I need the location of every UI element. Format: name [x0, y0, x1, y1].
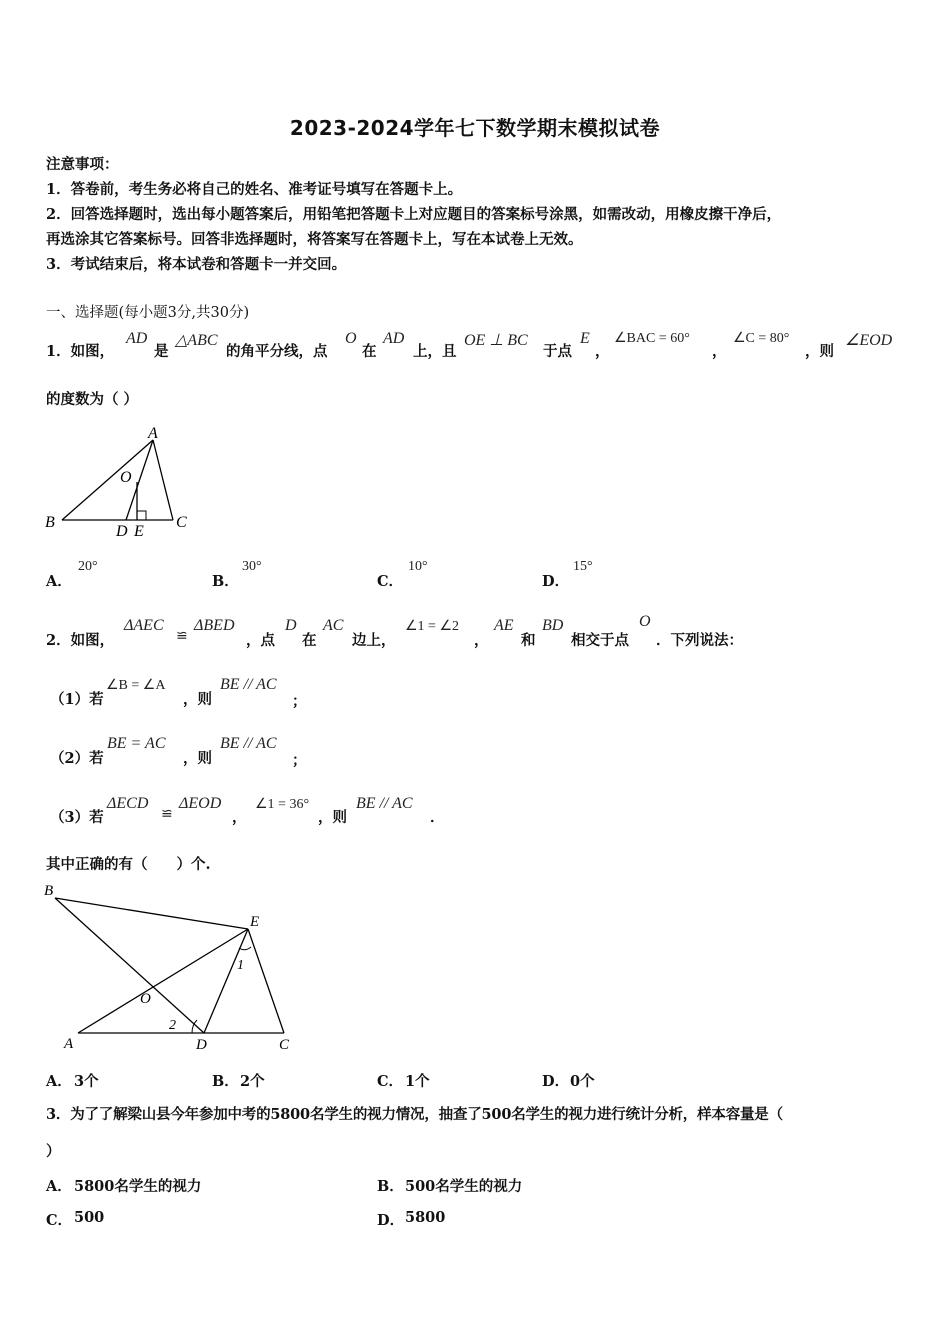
q1-right-angle-mark — [137, 511, 146, 520]
q1-line2: 的度数为（ ） — [46, 391, 139, 408]
q1-math: O — [345, 330, 357, 347]
q1-text: 是 — [154, 343, 169, 360]
q1-math: OE ⊥ BC — [464, 332, 528, 349]
q2-s3-text: ． — [430, 809, 445, 826]
q1-option-a-label: A． — [46, 573, 72, 590]
q1-label-c: C — [176, 514, 187, 531]
q1-math: AD — [126, 330, 148, 347]
notes-heading: 注意事项： — [46, 156, 119, 173]
q3-option-c-label: C． — [46, 1212, 73, 1229]
q2-math: AE — [494, 617, 514, 634]
q2-label-a: A — [64, 1036, 74, 1052]
q1-label-b: B — [45, 514, 55, 531]
q1-math: AD — [383, 330, 405, 347]
q3-option-b-value: 500名学生的视力 — [405, 1178, 523, 1195]
q2-text: 2．如图， — [46, 632, 115, 649]
q1-text: 1．如图， — [46, 343, 115, 360]
q2-label-e: E — [250, 914, 260, 930]
q2-math: ∠1 = ∠2 — [405, 619, 459, 634]
note-3: 3．考试结束后，将本试卷和答题卡一并交回。 — [46, 256, 347, 273]
q2-s1-text: ； — [292, 693, 307, 710]
q2-text: 在 — [302, 632, 317, 649]
q1-figure — [40, 420, 200, 545]
q2-s3-math: BE // AC — [356, 795, 413, 812]
q2-option-b-label: B． — [212, 1073, 239, 1090]
q2-s3-math: ∠1 = 36° — [255, 797, 310, 812]
q2-s1-text: （1）若 — [50, 691, 104, 708]
q2-math: ≌ — [176, 629, 188, 644]
q2-text: ， — [474, 632, 489, 649]
q3-option-c-value: 500 — [74, 1209, 105, 1226]
q1-text: ， — [712, 343, 727, 360]
q1-side-ac — [153, 440, 173, 520]
q1-text: 于点 — [543, 343, 572, 360]
note-2b: 再选涂其它答案标号。回答非选择题时，将答案写在答题卡上，写在本试卷上无效。 — [46, 231, 583, 248]
q3-line2: ） — [46, 1143, 61, 1160]
q3-option-d-value: 5800 — [405, 1209, 446, 1226]
q3-option-a-value: 5800名学生的视力 — [74, 1178, 202, 1195]
q2-option-a-label: A． — [46, 1073, 72, 1090]
q2-s3-text: ， — [232, 809, 247, 826]
q1-math: E — [580, 330, 590, 347]
q2-label-d: D — [196, 1037, 207, 1053]
q2-math: O — [639, 613, 651, 630]
q2-figure — [40, 875, 310, 1060]
q2-math: D — [285, 617, 297, 634]
q2-s2-math: BE = AC — [107, 735, 166, 752]
q2-s1-text: ，则 — [183, 691, 212, 708]
q2-s3-math: ΔECD — [107, 795, 149, 812]
q2-s2-text: ； — [292, 752, 307, 769]
q2-text: ．下列说法： — [656, 632, 743, 649]
q2-option-c-value: 1个 — [405, 1073, 430, 1090]
q1-text: 上，且 — [413, 343, 457, 360]
q1-option-b-label: B． — [212, 573, 239, 590]
q1-label-d: D — [116, 523, 128, 540]
q1-option-d-value: 15° — [573, 559, 593, 574]
q2-text: 和 — [521, 632, 536, 649]
q1-option-d-label: D． — [542, 573, 570, 590]
q1-text: ， — [595, 343, 610, 360]
q2-text: 相交于点 — [571, 632, 629, 649]
q2-option-a-value: 3个 — [74, 1073, 99, 1090]
q1-label-a: A — [148, 425, 158, 442]
q1-math: ∠EOD — [845, 332, 893, 349]
q3-option-d-label: D． — [377, 1212, 405, 1229]
q2-label-b: B — [44, 883, 54, 899]
q2-s1-math: ∠B = ∠A — [106, 678, 166, 693]
q2-math: AC — [323, 617, 344, 634]
q2-s3-math: ≌ — [161, 807, 173, 822]
q3-line1: 3．为了了解梁山县今年参加中考的5800名学生的视力情况，抽查了500名学生的视力进行统计分析，样本容量是（ — [46, 1106, 783, 1123]
q1-option-c-value: 10° — [408, 559, 428, 574]
q2-option-b-value: 2个 — [240, 1073, 265, 1090]
q2-ask: 其中正确的有（ ）个. — [46, 856, 211, 873]
q2-label-c: C — [279, 1037, 290, 1053]
section-heading: 一、选择题(每小题3分,共30分) — [46, 305, 250, 321]
q1-math: ∠C = 80° — [733, 331, 790, 346]
q1-option-c-label: C． — [377, 573, 404, 590]
q2-s2-math: BE // AC — [220, 735, 277, 752]
q2-segment-ec — [248, 929, 284, 1033]
q2-math: ΔAEC — [124, 617, 164, 634]
q3-option-b-label: B． — [377, 1178, 404, 1195]
q2-segment-ae — [78, 929, 248, 1033]
q2-label-angle-2: 2 — [169, 1018, 176, 1033]
q1-option-b-value: 30° — [242, 559, 262, 574]
q2-label-angle-1: 1 — [237, 958, 244, 973]
q2-s2-text: ，则 — [183, 750, 212, 767]
note-2a: 2．回答选择题时，选出每小题答案后，用铅笔把答题卡上对应题目的答案标号涂黑，如需改动，用橡皮擦干净后， — [46, 206, 782, 223]
q2-label-o: O — [140, 991, 151, 1007]
q2-s3-text: （3）若 — [50, 809, 104, 826]
q1-label-o: O — [120, 469, 132, 486]
q1-option-a-value: 20° — [78, 559, 98, 574]
q2-math: BD — [542, 617, 564, 634]
q1-text: 在 — [362, 343, 377, 360]
q2-segment-de — [204, 929, 248, 1033]
q1-math: △ABC — [175, 332, 218, 349]
q2-s3-math: ΔEOD — [179, 795, 222, 812]
note-1: 1．答卷前，考生务必将自己的姓名、准考证号填写在答题卡上。 — [46, 181, 463, 198]
q2-text: 边上， — [352, 632, 396, 649]
q2-s1-math: BE // AC — [220, 676, 277, 693]
q1-math: ∠BAC = 60° — [614, 331, 690, 346]
q2-s3-text: ，则 — [318, 809, 347, 826]
q2-s2-text: （2）若 — [50, 750, 104, 767]
q1-text: ，则 — [805, 343, 834, 360]
q2-text: ，点 — [246, 632, 275, 649]
q1-label-e: E — [134, 523, 144, 540]
q2-math: ΔBED — [194, 617, 235, 634]
q1-text: 的角平分线，点 — [226, 343, 328, 360]
q2-option-c-label: C． — [377, 1073, 404, 1090]
q2-option-d-label: D． — [542, 1073, 570, 1090]
q3-option-a-label: A． — [46, 1178, 72, 1195]
q2-option-d-value: 0个 — [570, 1073, 595, 1090]
page-title: 2023-2024学年七下数学期末模拟试卷 — [289, 116, 661, 140]
